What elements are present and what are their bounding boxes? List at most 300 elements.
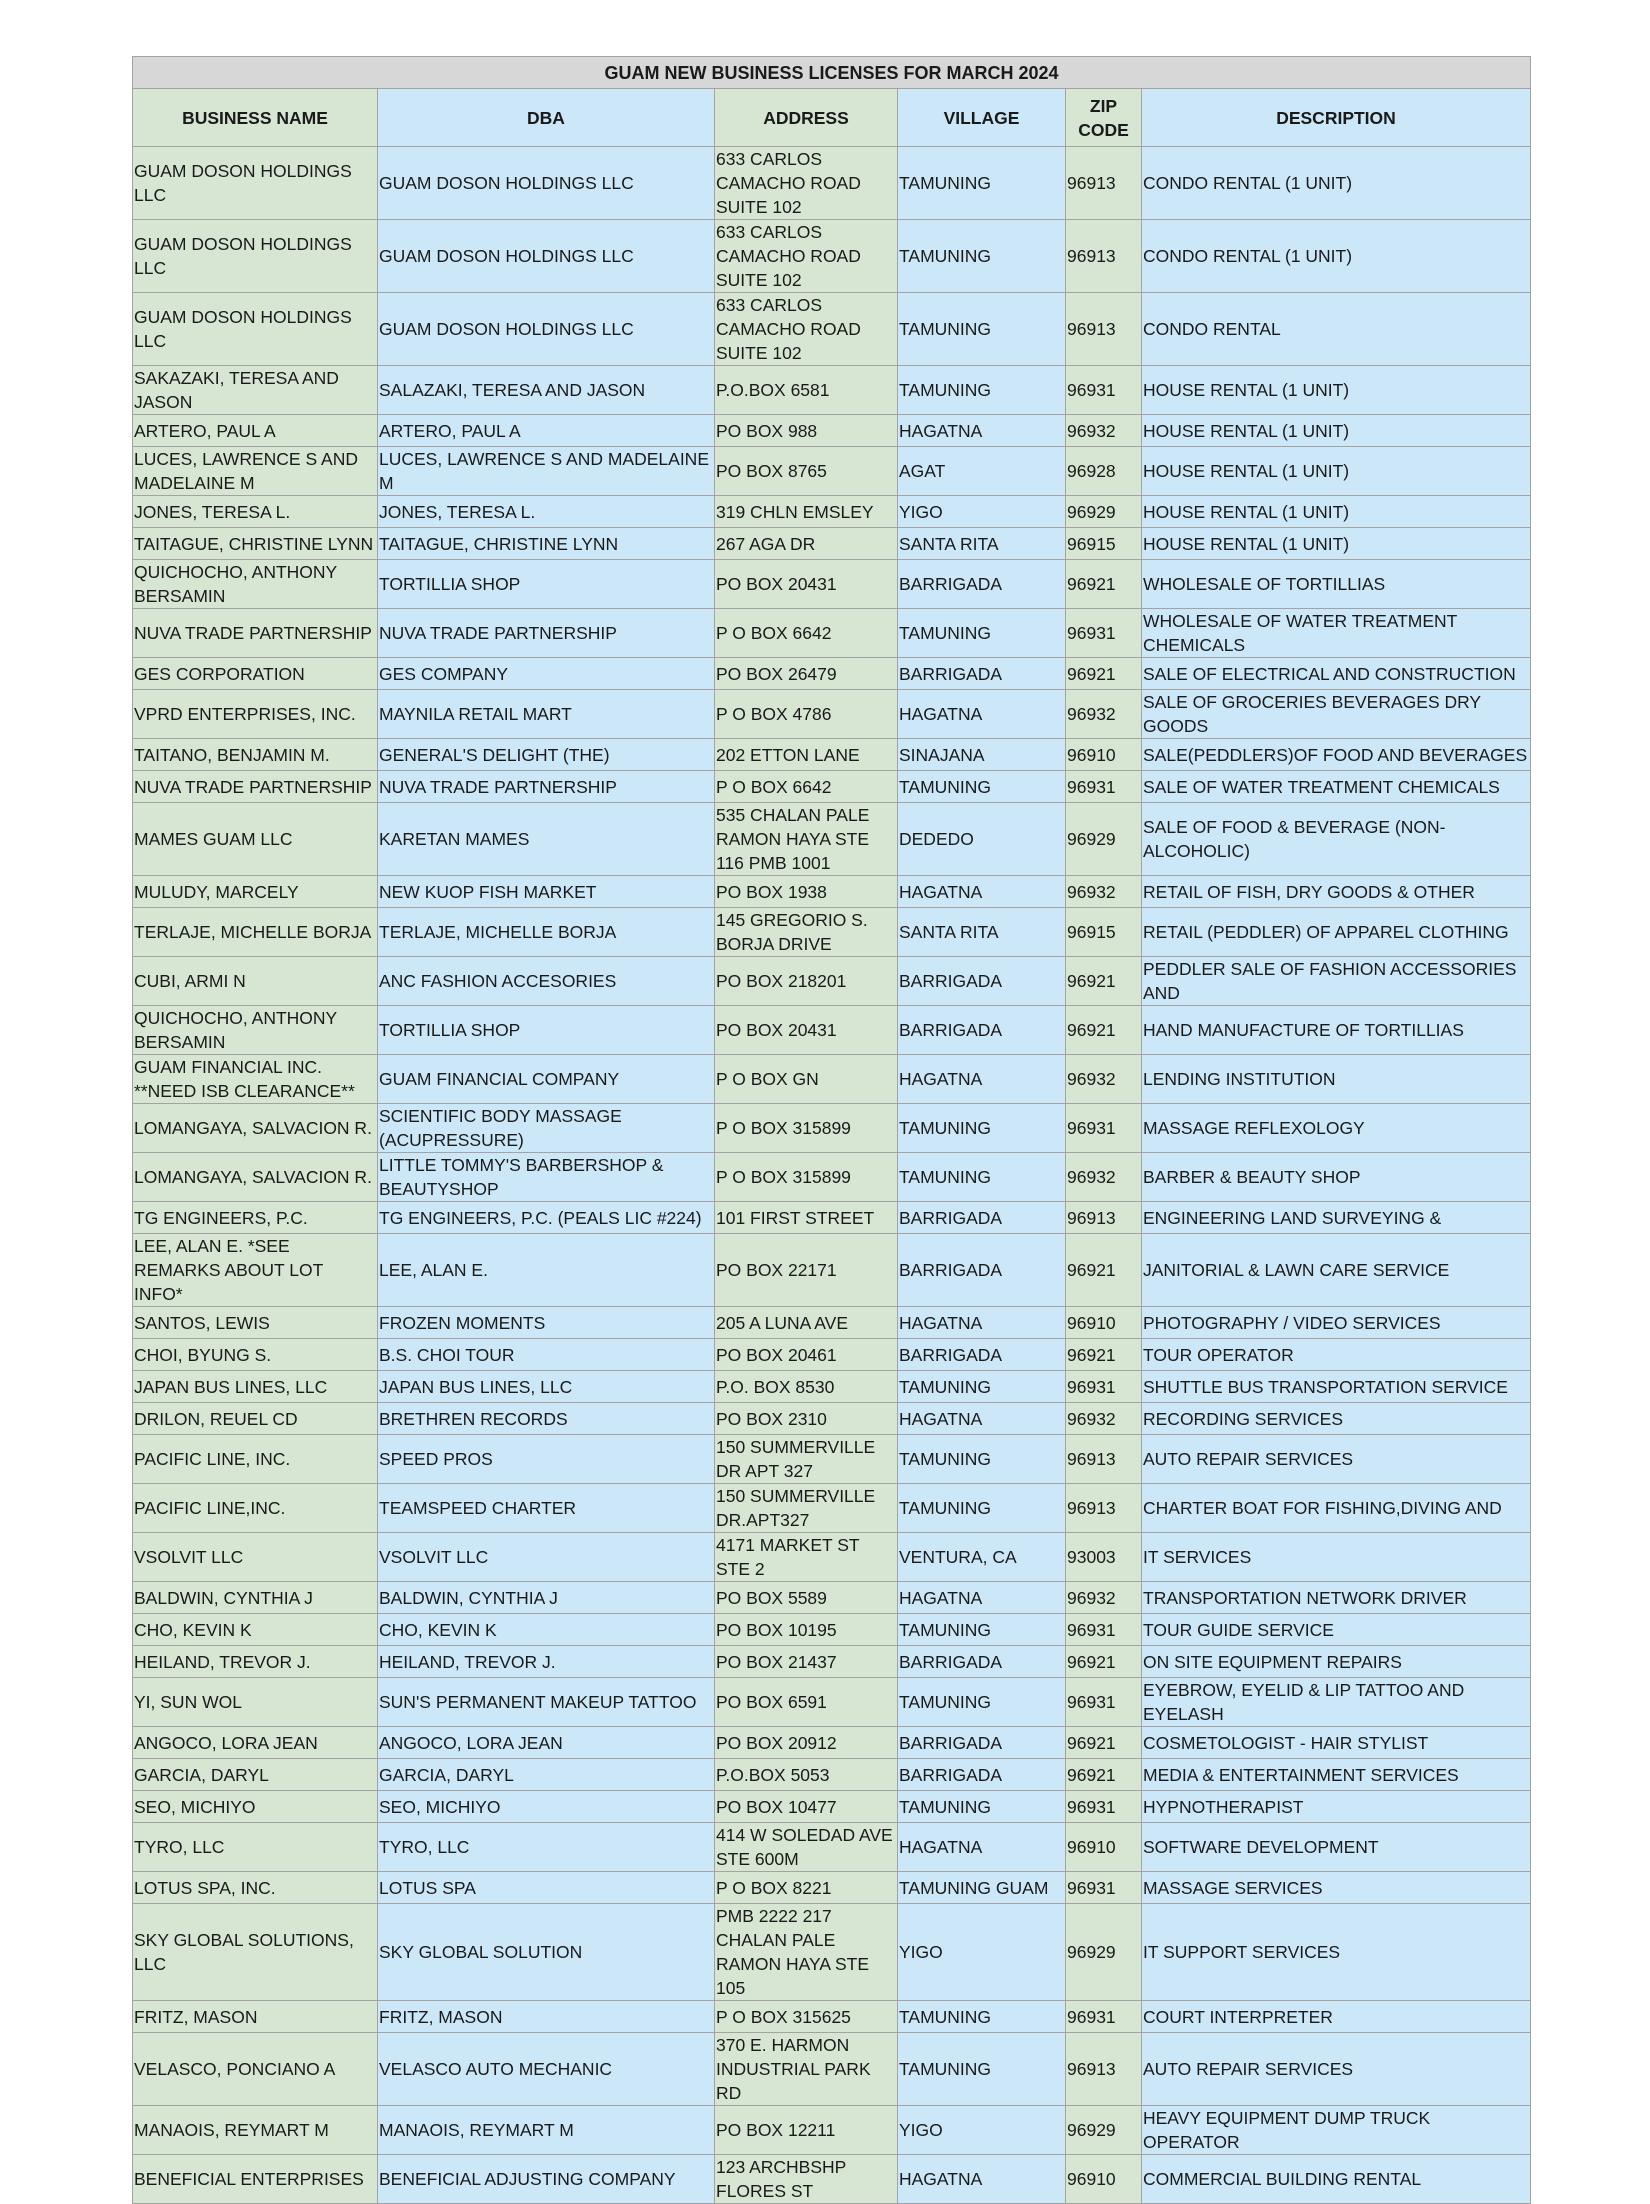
- cell-village: YIGO: [898, 1904, 1066, 2001]
- table-row: [133, 1646, 1531, 1678]
- cell-business-name: LOTUS SPA, INC.: [133, 1872, 378, 1904]
- table-row: [133, 293, 1531, 366]
- cell-address: 4171 MARKET ST STE 2: [715, 1533, 898, 1582]
- table-row: [133, 957, 1531, 1006]
- cell-zip-code: 96913: [1066, 1202, 1142, 1234]
- cell-business-name: SANTOS, LEWIS: [133, 1307, 378, 1339]
- cell-business-name: GUAM DOSON HOLDINGS LLC: [133, 220, 378, 293]
- cell-description: CONDO RENTAL: [1142, 293, 1531, 366]
- cell-zip-code: 96913: [1066, 293, 1142, 366]
- cell-dba: SCIENTIFIC BODY MASSAGE (ACUPRESSURE): [378, 1104, 715, 1153]
- header-village: VILLAGE: [898, 89, 1066, 147]
- cell-zip-code: 96921: [1066, 1727, 1142, 1759]
- cell-address: PO BOX 10477: [715, 1791, 898, 1823]
- cell-dba: ANC FASHION ACCESORIES: [378, 957, 715, 1006]
- cell-dba: SPEED PROS: [378, 1435, 715, 1484]
- cell-dba: TEAMSPEED CHARTER: [378, 1484, 715, 1533]
- table-row: [133, 496, 1531, 528]
- cell-zip-code: 96931: [1066, 366, 1142, 415]
- cell-zip-code: 96921: [1066, 1339, 1142, 1371]
- cell-business-name: PACIFIC LINE,INC.: [133, 1484, 378, 1533]
- cell-zip-code: 96931: [1066, 609, 1142, 658]
- table-row: [133, 1727, 1531, 1759]
- cell-zip-code: 96928: [1066, 447, 1142, 496]
- cell-address: PO BOX 5589: [715, 1582, 898, 1614]
- table-row: [133, 220, 1531, 293]
- cell-business-name: MAMES GUAM LLC: [133, 803, 378, 876]
- cell-dba: GARCIA, DARYL: [378, 1759, 715, 1791]
- cell-address: 145 GREGORIO S. BORJA DRIVE: [715, 908, 898, 957]
- cell-address: 319 CHLN EMSLEY: [715, 496, 898, 528]
- table-row: [133, 1307, 1531, 1339]
- cell-zip-code: 93003: [1066, 1533, 1142, 1582]
- cell-dba: GENERAL'S DELIGHT (THE): [378, 739, 715, 771]
- cell-dba: KARETAN MAMES: [378, 803, 715, 876]
- cell-address: P O BOX 315899: [715, 1153, 898, 1202]
- cell-address: PO BOX 2310: [715, 1403, 898, 1435]
- cell-dba: GUAM DOSON HOLDINGS LLC: [378, 147, 715, 220]
- cell-description: COMMERCIAL BUILDING RENTAL: [1142, 2155, 1531, 2204]
- cell-address: PO BOX 988: [715, 415, 898, 447]
- table-row: [133, 1234, 1531, 1307]
- cell-description: PHOTOGRAPHY / VIDEO SERVICES: [1142, 1307, 1531, 1339]
- cell-description: BARBER & BEAUTY SHOP: [1142, 1153, 1531, 1202]
- cell-business-name: LOMANGAYA, SALVACION R.: [133, 1153, 378, 1202]
- cell-description: HOUSE RENTAL (1 UNIT): [1142, 496, 1531, 528]
- cell-address: P O BOX 6642: [715, 771, 898, 803]
- cell-description: SHUTTLE BUS TRANSPORTATION SERVICE: [1142, 1371, 1531, 1403]
- cell-village: SINAJANA: [898, 739, 1066, 771]
- cell-description: LENDING INSTITUTION: [1142, 1055, 1531, 1104]
- table-row: [133, 1678, 1531, 1727]
- cell-address: P O BOX 315625: [715, 2001, 898, 2033]
- cell-description: RETAIL (PEDDLER) OF APPAREL CLOTHING: [1142, 908, 1531, 957]
- cell-business-name: DRILON, REUEL CD: [133, 1403, 378, 1435]
- table-row: [133, 1006, 1531, 1055]
- cell-zip-code: 96929: [1066, 2106, 1142, 2155]
- cell-description: TRANSPORTATION NETWORK DRIVER: [1142, 1582, 1531, 1614]
- table-row: [133, 1104, 1531, 1153]
- cell-address: P.O.BOX 5053: [715, 1759, 898, 1791]
- cell-dba: NEW KUOP FISH MARKET: [378, 876, 715, 908]
- cell-description: RETAIL OF FISH, DRY GOODS & OTHER: [1142, 876, 1531, 908]
- table-row: [133, 658, 1531, 690]
- cell-address: P O BOX 6642: [715, 609, 898, 658]
- table-row: [133, 1904, 1531, 2001]
- cell-village: AGAT: [898, 447, 1066, 496]
- cell-village: TAMUNING: [898, 1153, 1066, 1202]
- cell-address: 205 A LUNA AVE: [715, 1307, 898, 1339]
- cell-description: HAND MANUFACTURE OF TORTILLIAS: [1142, 1006, 1531, 1055]
- table-row: [133, 739, 1531, 771]
- table-body: [133, 147, 1531, 2204]
- cell-business-name: TAITANO, BENJAMIN M.: [133, 739, 378, 771]
- cell-village: TAMUNING: [898, 1791, 1066, 1823]
- cell-dba: FROZEN MOMENTS: [378, 1307, 715, 1339]
- cell-zip-code: 96921: [1066, 1006, 1142, 1055]
- table-row: [133, 366, 1531, 415]
- cell-business-name: JAPAN BUS LINES, LLC: [133, 1371, 378, 1403]
- cell-description: HOUSE RENTAL (1 UNIT): [1142, 528, 1531, 560]
- cell-village: BARRIGADA: [898, 560, 1066, 609]
- cell-zip-code: 96913: [1066, 147, 1142, 220]
- cell-description: TOUR GUIDE SERVICE: [1142, 1614, 1531, 1646]
- cell-dba: SEO, MICHIYO: [378, 1791, 715, 1823]
- cell-description: ENGINEERING LAND SURVEYING &: [1142, 1202, 1531, 1234]
- header-zip-code: ZIP CODE: [1066, 89, 1142, 147]
- cell-dba: LEE, ALAN E.: [378, 1234, 715, 1307]
- cell-business-name: NUVA TRADE PARTNERSHIP: [133, 771, 378, 803]
- cell-description: JANITORIAL & LAWN CARE SERVICE: [1142, 1234, 1531, 1307]
- cell-village: HAGATNA: [898, 1582, 1066, 1614]
- cell-description: IT SERVICES: [1142, 1533, 1531, 1582]
- cell-business-name: YI, SUN WOL: [133, 1678, 378, 1727]
- cell-village: TAMUNING GUAM: [898, 1872, 1066, 1904]
- cell-business-name: PACIFIC LINE, INC.: [133, 1435, 378, 1484]
- cell-business-name: TG ENGINEERS, P.C.: [133, 1202, 378, 1234]
- table-row: [133, 528, 1531, 560]
- cell-business-name: GUAM FINANCIAL INC. **NEED ISB CLEARANCE**: [133, 1055, 378, 1104]
- cell-description: SALE(PEDDLERS)OF FOOD AND BEVERAGES: [1142, 739, 1531, 771]
- cell-zip-code: 96932: [1066, 1153, 1142, 1202]
- cell-village: HAGATNA: [898, 1403, 1066, 1435]
- cell-village: TAMUNING: [898, 220, 1066, 293]
- cell-address: 267 AGA DR: [715, 528, 898, 560]
- cell-address: 633 CARLOS CAMACHO ROAD SUITE 102: [715, 147, 898, 220]
- table-row: [133, 415, 1531, 447]
- cell-zip-code: 96921: [1066, 658, 1142, 690]
- cell-business-name: LUCES, LAWRENCE S AND MADELAINE M: [133, 447, 378, 496]
- cell-dba: TORTILLIA SHOP: [378, 1006, 715, 1055]
- cell-dba: JAPAN BUS LINES, LLC: [378, 1371, 715, 1403]
- cell-zip-code: 96932: [1066, 690, 1142, 739]
- cell-village: BARRIGADA: [898, 1339, 1066, 1371]
- cell-business-name: SAKAZAKI, TERESA AND JASON: [133, 366, 378, 415]
- cell-address: PO BOX 8765: [715, 447, 898, 496]
- cell-dba: BALDWIN, CYNTHIA J: [378, 1582, 715, 1614]
- cell-business-name: GUAM DOSON HOLDINGS LLC: [133, 147, 378, 220]
- cell-business-name: GUAM DOSON HOLDINGS LLC: [133, 293, 378, 366]
- cell-business-name: GES CORPORATION: [133, 658, 378, 690]
- cell-village: HAGATNA: [898, 1055, 1066, 1104]
- cell-zip-code: 96929: [1066, 496, 1142, 528]
- cell-dba: CHO, KEVIN K: [378, 1614, 715, 1646]
- cell-address: 101 FIRST STREET: [715, 1202, 898, 1234]
- table-row: [133, 1872, 1531, 1904]
- cell-dba: MAYNILA RETAIL MART: [378, 690, 715, 739]
- cell-dba: VSOLVIT LLC: [378, 1533, 715, 1582]
- cell-description: EYEBROW, EYELID & LIP TATTOO AND EYELASH: [1142, 1678, 1531, 1727]
- cell-zip-code: 96921: [1066, 1646, 1142, 1678]
- table-row: [133, 1403, 1531, 1435]
- cell-zip-code: 96932: [1066, 1403, 1142, 1435]
- cell-village: DEDEDO: [898, 803, 1066, 876]
- cell-description: PEDDLER SALE OF FASHION ACCESSORIES AND: [1142, 957, 1531, 1006]
- cell-village: TAMUNING: [898, 1614, 1066, 1646]
- cell-village: TAMUNING: [898, 2033, 1066, 2106]
- cell-business-name: SKY GLOBAL SOLUTIONS, LLC: [133, 1904, 378, 2001]
- cell-village: BARRIGADA: [898, 1727, 1066, 1759]
- cell-village: BARRIGADA: [898, 1006, 1066, 1055]
- cell-description: HYPNOTHERAPIST: [1142, 1791, 1531, 1823]
- cell-address: P O BOX 8221: [715, 1872, 898, 1904]
- cell-dba: B.S. CHOI TOUR: [378, 1339, 715, 1371]
- cell-village: HAGATNA: [898, 415, 1066, 447]
- cell-dba: LOTUS SPA: [378, 1872, 715, 1904]
- sheet-title: GUAM NEW BUSINESS LICENSES FOR MARCH 2024: [133, 57, 1531, 89]
- cell-business-name: ANGOCO, LORA JEAN: [133, 1727, 378, 1759]
- table-row: [133, 1759, 1531, 1791]
- cell-address: P O BOX 315899: [715, 1104, 898, 1153]
- table-row: [133, 1339, 1531, 1371]
- cell-address: 633 CARLOS CAMACHO ROAD SUITE 102: [715, 293, 898, 366]
- cell-village: BARRIGADA: [898, 1234, 1066, 1307]
- cell-address: PO BOX 20431: [715, 1006, 898, 1055]
- cell-zip-code: 96931: [1066, 1104, 1142, 1153]
- cell-description: SALE OF ELECTRICAL AND CONSTRUCTION: [1142, 658, 1531, 690]
- cell-village: TAMUNING: [898, 366, 1066, 415]
- cell-zip-code: 96921: [1066, 957, 1142, 1006]
- table-row: [133, 908, 1531, 957]
- cell-dba: SUN'S PERMANENT MAKEUP TATTOO: [378, 1678, 715, 1727]
- cell-description: HOUSE RENTAL (1 UNIT): [1142, 415, 1531, 447]
- cell-description: MEDIA & ENTERTAINMENT SERVICES: [1142, 1759, 1531, 1791]
- cell-zip-code: 96913: [1066, 1484, 1142, 1533]
- table-row: [133, 560, 1531, 609]
- cell-village: BARRIGADA: [898, 1202, 1066, 1234]
- table-row: [133, 2033, 1531, 2106]
- cell-zip-code: 96931: [1066, 2001, 1142, 2033]
- table-row: [133, 876, 1531, 908]
- cell-business-name: SEO, MICHIYO: [133, 1791, 378, 1823]
- cell-business-name: LEE, ALAN E. *SEE REMARKS ABOUT LOT INFO*: [133, 1234, 378, 1307]
- cell-dba: NUVA TRADE PARTNERSHIP: [378, 609, 715, 658]
- cell-description: WHOLESALE OF TORTILLIAS: [1142, 560, 1531, 609]
- cell-address: PO BOX 218201: [715, 957, 898, 1006]
- cell-dba: NUVA TRADE PARTNERSHIP: [378, 771, 715, 803]
- table-row: [133, 1371, 1531, 1403]
- cell-business-name: FRITZ, MASON: [133, 2001, 378, 2033]
- cell-description: RECORDING SERVICES: [1142, 1403, 1531, 1435]
- cell-description: MASSAGE SERVICES: [1142, 1872, 1531, 1904]
- cell-village: HAGATNA: [898, 876, 1066, 908]
- table-row: [133, 2001, 1531, 2033]
- cell-description: MASSAGE REFLEXOLOGY: [1142, 1104, 1531, 1153]
- cell-business-name: JONES, TERESA L.: [133, 496, 378, 528]
- cell-village: TAMUNING: [898, 147, 1066, 220]
- cell-business-name: QUICHOCHO, ANTHONY BERSAMIN: [133, 560, 378, 609]
- cell-village: YIGO: [898, 496, 1066, 528]
- cell-dba: LITTLE TOMMY'S BARBERSHOP & BEAUTYSHOP: [378, 1153, 715, 1202]
- table-row: [133, 1202, 1531, 1234]
- cell-zip-code: 96931: [1066, 1872, 1142, 1904]
- cell-village: TAMUNING: [898, 609, 1066, 658]
- cell-village: TAMUNING: [898, 1678, 1066, 1727]
- table-row: [133, 447, 1531, 496]
- cell-zip-code: 96932: [1066, 876, 1142, 908]
- cell-business-name: BENEFICIAL ENTERPRISES: [133, 2155, 378, 2204]
- cell-address: PO BOX 22171: [715, 1234, 898, 1307]
- cell-zip-code: 96913: [1066, 220, 1142, 293]
- cell-zip-code: 96910: [1066, 739, 1142, 771]
- cell-dba: MANAOIS, REYMART M: [378, 2106, 715, 2155]
- cell-dba: ARTERO, PAUL A: [378, 415, 715, 447]
- cell-business-name: CHO, KEVIN K: [133, 1614, 378, 1646]
- cell-zip-code: 96931: [1066, 1678, 1142, 1727]
- cell-description: COURT INTERPRETER: [1142, 2001, 1531, 2033]
- cell-description: AUTO REPAIR SERVICES: [1142, 1435, 1531, 1484]
- cell-village: HAGATNA: [898, 1307, 1066, 1339]
- cell-village: BARRIGADA: [898, 957, 1066, 1006]
- cell-zip-code: 96929: [1066, 803, 1142, 876]
- cell-dba: TG ENGINEERS, P.C. (PEALS LIC #224): [378, 1202, 715, 1234]
- cell-village: BARRIGADA: [898, 658, 1066, 690]
- table-row: [133, 1582, 1531, 1614]
- table-row: [133, 1614, 1531, 1646]
- table-row: [133, 2155, 1531, 2204]
- cell-business-name: QUICHOCHO, ANTHONY BERSAMIN: [133, 1006, 378, 1055]
- cell-village: BARRIGADA: [898, 1759, 1066, 1791]
- cell-address: 414 W SOLEDAD AVE STE 600M: [715, 1823, 898, 1872]
- cell-dba: TORTILLIA SHOP: [378, 560, 715, 609]
- table-row: [133, 1153, 1531, 1202]
- cell-village: HAGATNA: [898, 1823, 1066, 1872]
- cell-dba: BRETHREN RECORDS: [378, 1403, 715, 1435]
- cell-description: HEAVY EQUIPMENT DUMP TRUCK OPERATOR: [1142, 2106, 1531, 2155]
- cell-address: P O BOX 4786: [715, 690, 898, 739]
- cell-zip-code: 96910: [1066, 2155, 1142, 2204]
- cell-dba: BENEFICIAL ADJUSTING COMPANY: [378, 2155, 715, 2204]
- cell-address: 370 E. HARMON INDUSTRIAL PARK RD: [715, 2033, 898, 2106]
- cell-description: SALE OF GROCERIES BEVERAGES DRY GOODS: [1142, 690, 1531, 739]
- cell-business-name: VSOLVIT LLC: [133, 1533, 378, 1582]
- table-row: [133, 803, 1531, 876]
- cell-address: 535 CHALAN PALE RAMON HAYA STE 116 PMB 1001: [715, 803, 898, 876]
- cell-description: COSMETOLOGIST - HAIR STYLIST: [1142, 1727, 1531, 1759]
- table-row: [133, 1823, 1531, 1872]
- cell-address: 633 CARLOS CAMACHO ROAD SUITE 102: [715, 220, 898, 293]
- cell-village: VENTURA, CA: [898, 1533, 1066, 1582]
- cell-address: PO BOX 20431: [715, 560, 898, 609]
- cell-zip-code: 96931: [1066, 771, 1142, 803]
- cell-zip-code: 96915: [1066, 908, 1142, 957]
- cell-address: PO BOX 26479: [715, 658, 898, 690]
- cell-village: YIGO: [898, 2106, 1066, 2155]
- cell-dba: SALAZAKI, TERESA AND JASON: [378, 366, 715, 415]
- cell-business-name: MANAOIS, REYMART M: [133, 2106, 378, 2155]
- cell-description: SOFTWARE DEVELOPMENT: [1142, 1823, 1531, 1872]
- cell-address: PO BOX 20912: [715, 1727, 898, 1759]
- cell-business-name: LOMANGAYA, SALVACION R.: [133, 1104, 378, 1153]
- cell-zip-code: 96910: [1066, 1307, 1142, 1339]
- cell-zip-code: 96921: [1066, 1759, 1142, 1791]
- cell-zip-code: 96931: [1066, 1371, 1142, 1403]
- cell-address: 150 SUMMERVILLE DR APT 327: [715, 1435, 898, 1484]
- cell-village: TAMUNING: [898, 1104, 1066, 1153]
- cell-business-name: NUVA TRADE PARTNERSHIP: [133, 609, 378, 658]
- cell-dba: LUCES, LAWRENCE S AND MADELAINE M: [378, 447, 715, 496]
- cell-village: TAMUNING: [898, 2001, 1066, 2033]
- business-licenses-table: [132, 56, 1531, 2204]
- table-row: [133, 1484, 1531, 1533]
- table-row: [133, 1055, 1531, 1104]
- cell-address: PO BOX 6591: [715, 1678, 898, 1727]
- cell-business-name: GARCIA, DARYL: [133, 1759, 378, 1791]
- cell-village: BARRIGADA: [898, 1646, 1066, 1678]
- cell-dba: TAITAGUE, CHRISTINE LYNN: [378, 528, 715, 560]
- cell-zip-code: 96931: [1066, 1791, 1142, 1823]
- cell-zip-code: 96910: [1066, 1823, 1142, 1872]
- cell-business-name: MULUDY, MARCELY: [133, 876, 378, 908]
- cell-dba: HEILAND, TREVOR J.: [378, 1646, 715, 1678]
- cell-village: TAMUNING: [898, 1435, 1066, 1484]
- cell-address: PO BOX 20461: [715, 1339, 898, 1371]
- cell-description: WHOLESALE OF WATER TREATMENT CHEMICALS: [1142, 609, 1531, 658]
- table-row: [133, 771, 1531, 803]
- cell-dba: TERLAJE, MICHELLE BORJA: [378, 908, 715, 957]
- cell-village: SANTA RITA: [898, 908, 1066, 957]
- cell-village: TAMUNING: [898, 771, 1066, 803]
- cell-description: AUTO REPAIR SERVICES: [1142, 2033, 1531, 2106]
- cell-description: CONDO RENTAL (1 UNIT): [1142, 220, 1531, 293]
- cell-zip-code: 96932: [1066, 1055, 1142, 1104]
- cell-description: SALE OF WATER TREATMENT CHEMICALS: [1142, 771, 1531, 803]
- cell-business-name: TERLAJE, MICHELLE BORJA: [133, 908, 378, 957]
- cell-village: SANTA RITA: [898, 528, 1066, 560]
- cell-business-name: VPRD ENTERPRISES, INC.: [133, 690, 378, 739]
- cell-zip-code: 96932: [1066, 415, 1142, 447]
- cell-address: 123 ARCHBSHP FLORES ST: [715, 2155, 898, 2204]
- cell-business-name: TYRO, LLC: [133, 1823, 378, 1872]
- table-row: [133, 1533, 1531, 1582]
- cell-description: CONDO RENTAL (1 UNIT): [1142, 147, 1531, 220]
- cell-description: HOUSE RENTAL (1 UNIT): [1142, 447, 1531, 496]
- cell-address: 202 ETTON LANE: [715, 739, 898, 771]
- cell-description: CHARTER BOAT FOR FISHING,DIVING AND: [1142, 1484, 1531, 1533]
- cell-business-name: ARTERO, PAUL A: [133, 415, 378, 447]
- cell-business-name: CHOI, BYUNG S.: [133, 1339, 378, 1371]
- cell-dba: GES COMPANY: [378, 658, 715, 690]
- cell-dba: GUAM FINANCIAL COMPANY: [378, 1055, 715, 1104]
- cell-business-name: CUBI, ARMI N: [133, 957, 378, 1006]
- table-row: [133, 609, 1531, 658]
- cell-dba: GUAM DOSON HOLDINGS LLC: [378, 220, 715, 293]
- table-row: [133, 1791, 1531, 1823]
- cell-address: PO BOX 12211: [715, 2106, 898, 2155]
- cell-dba: SKY GLOBAL SOLUTION: [378, 1904, 715, 2001]
- cell-village: TAMUNING: [898, 1484, 1066, 1533]
- header-description: DESCRIPTION: [1142, 89, 1531, 147]
- cell-zip-code: 96929: [1066, 1904, 1142, 2001]
- cell-zip-code: 96913: [1066, 1435, 1142, 1484]
- table-row: [133, 147, 1531, 220]
- cell-village: TAMUNING: [898, 293, 1066, 366]
- cell-zip-code: 96932: [1066, 1582, 1142, 1614]
- cell-address: PMB 2222 217 CHALAN PALE RAMON HAYA STE 105: [715, 1904, 898, 2001]
- cell-description: HOUSE RENTAL (1 UNIT): [1142, 366, 1531, 415]
- cell-zip-code: 96931: [1066, 1614, 1142, 1646]
- cell-address: PO BOX 21437: [715, 1646, 898, 1678]
- header-dba: DBA: [378, 89, 715, 147]
- cell-dba: GUAM DOSON HOLDINGS LLC: [378, 293, 715, 366]
- cell-business-name: BALDWIN, CYNTHIA J: [133, 1582, 378, 1614]
- cell-address: P.O. BOX 8530: [715, 1371, 898, 1403]
- table-row: [133, 1435, 1531, 1484]
- cell-address: PO BOX 10195: [715, 1614, 898, 1646]
- cell-dba: TYRO, LLC: [378, 1823, 715, 1872]
- cell-zip-code: 96921: [1066, 1234, 1142, 1307]
- cell-business-name: HEILAND, TREVOR J.: [133, 1646, 378, 1678]
